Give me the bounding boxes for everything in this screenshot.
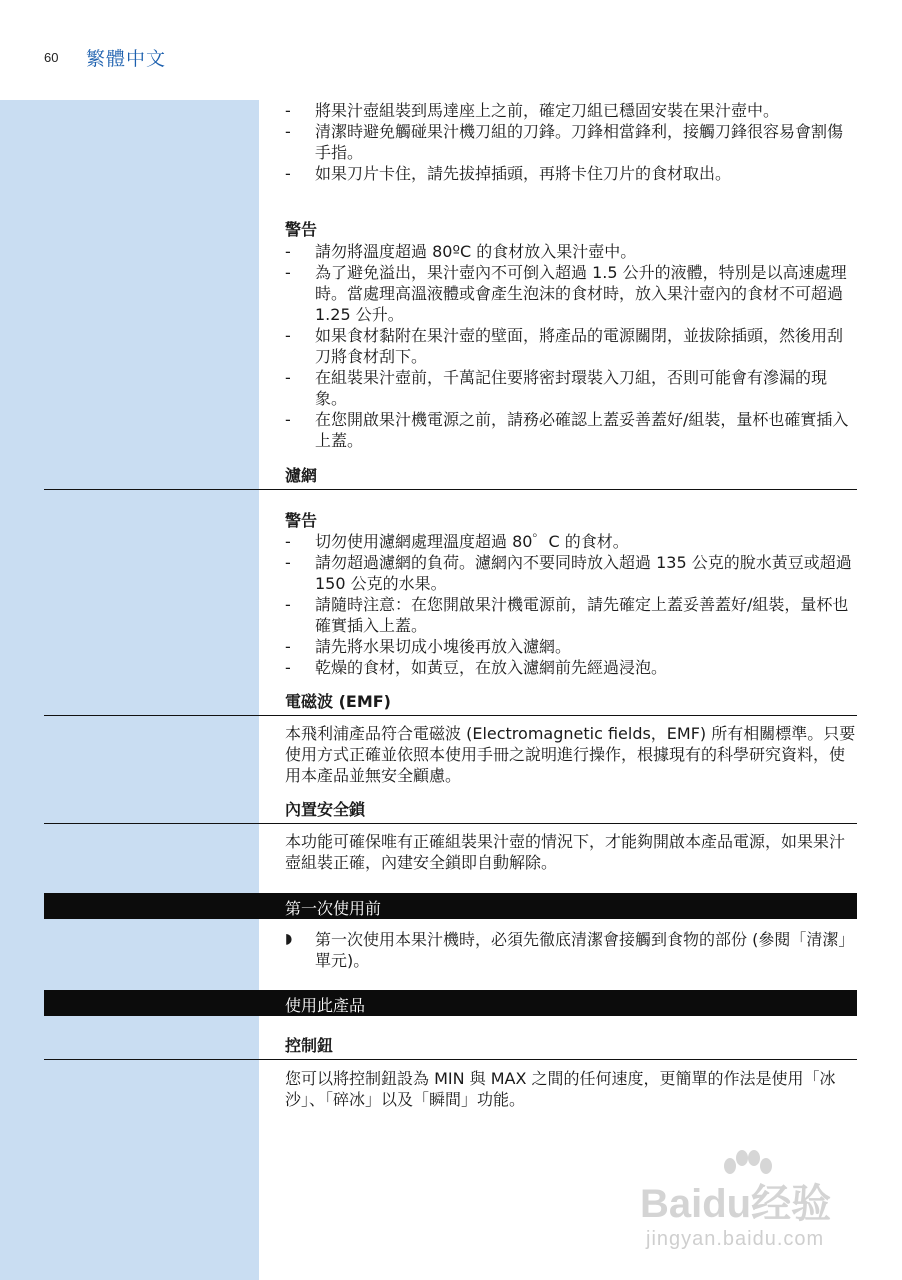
arrow-bullet-icon: ◗ bbox=[285, 931, 293, 947]
section-rule bbox=[44, 715, 857, 716]
list-item: - 如果刀片卡住，請先拔掉插頭，再將卡住刀片的食材取出。 bbox=[285, 164, 732, 183]
list-item: - 請勿超過濾網的負荷。濾網內不要同時放入超過 135 公克的脫水黃豆或超過 150 公克的水果。 bbox=[285, 553, 852, 593]
section-bar-title: 第一次使用前 bbox=[285, 899, 382, 918]
arrow-list-item bbox=[285, 929, 857, 971]
section-bar-title: 使用此產品 bbox=[285, 996, 366, 1015]
list-item: - 乾燥的食材，如黃豆，在放入濾網前先經過浸泡。 bbox=[285, 658, 668, 677]
baidu-watermark bbox=[640, 1148, 860, 1258]
control-heading: 控制鈕 bbox=[285, 1036, 334, 1055]
emf-paragraph: 本飛利浦產品符合電磁波 (Electromagnetic fields，EMF) 所有相關標準。只要使用方式正確並依照本使用手冊之說明進行操作，根據現有的科學研究資料，使用本產品並無安全顧慮。 bbox=[285, 724, 856, 785]
list-item: - 如果食材黏附在果汁壺的壁面，將產品的電源關閉，並拔除插頭，然後用刮刀將食材刮下。 bbox=[285, 326, 844, 366]
sidebar-band bbox=[0, 100, 259, 1280]
section-bar-using-product bbox=[44, 990, 857, 1016]
list-item: - 在您開啟果汁機電源之前，請務必確認上蓋妥善蓋好/組裝，量杯也確實插入上蓋。 bbox=[285, 410, 849, 450]
arrow-item-text: 第一次使用本果汁機時，必須先徹底清潔會接觸到食物的部份 (參閱「清潔」單元)。 bbox=[315, 930, 855, 970]
intro-list bbox=[285, 100, 857, 184]
language-title: 繁體中文 bbox=[86, 48, 167, 70]
list-item: - 請勿將溫度超過 80ºC 的食材放入果汁壺中。 bbox=[285, 242, 637, 261]
section-rule bbox=[44, 1059, 857, 1060]
list-item: - 請隨時注意：在您開啟果汁機電源前，請先確定上蓋妥善蓋好/組裝，量杯也確實插入上蓋。 bbox=[285, 595, 849, 635]
list-item: - 清潔時避免觸碰果汁機刀組的刀鋒。刀鋒相當鋒利，接觸刀鋒很容易會割傷手指。 bbox=[285, 122, 844, 162]
section-rule bbox=[44, 489, 857, 490]
watermark-url: jingyan.baidu.com bbox=[646, 1228, 825, 1250]
emf-heading: 電磁波 (EMF) bbox=[285, 692, 391, 711]
section-rule bbox=[44, 823, 857, 824]
list-item: - 將果汁壺組裝到馬達座上之前，確定刀組已穩固安裝在果汁壺中。 bbox=[285, 101, 780, 120]
safety-lock-heading: 內置安全鎖 bbox=[285, 800, 366, 819]
filter-warning-list bbox=[285, 531, 857, 678]
warning-heading: 警告 bbox=[285, 220, 318, 239]
watermark-logo: Baidu经验 bbox=[640, 1182, 832, 1226]
list-item: - 在組裝果汁壺前，千萬記住要將密封環裝入刀組，否則可能會有滲漏的現象。 bbox=[285, 368, 828, 408]
warning-list bbox=[285, 241, 857, 451]
safety-lock-paragraph: 本功能可確保唯有正確組裝果汁壺的情況下，才能夠開啟本產品電源，如果果汁壺組裝正確，內建安全鎖即自動解除。 bbox=[285, 832, 846, 872]
list-item: - 請先將水果切成小塊後再放入濾網。 bbox=[285, 637, 572, 656]
page-number: 60 bbox=[44, 50, 59, 65]
list-item: - 切勿使用濾網處理溫度超過 80゜C 的食材。 bbox=[285, 532, 629, 551]
section-bar-before-first-use bbox=[44, 893, 857, 919]
filter-warning-heading: 警告 bbox=[285, 511, 318, 530]
list-item: - 為了避免溢出，果汁壺內不可倒入超過 1.5 公升的液體，特別是以高速處理時。當處理高溫液體或會產生泡沫的食材時，放入果汁壺內的食材不可超過 1.25 公升。 bbox=[285, 263, 847, 324]
filter-heading: 濾網 bbox=[285, 466, 318, 485]
control-paragraph: 您可以將控制鈕設為 MIN 與 MAX 之間的任何速度，更簡單的作法是使用「冰沙」、「碎冰」以及「瞬間」功能。 bbox=[285, 1069, 836, 1109]
